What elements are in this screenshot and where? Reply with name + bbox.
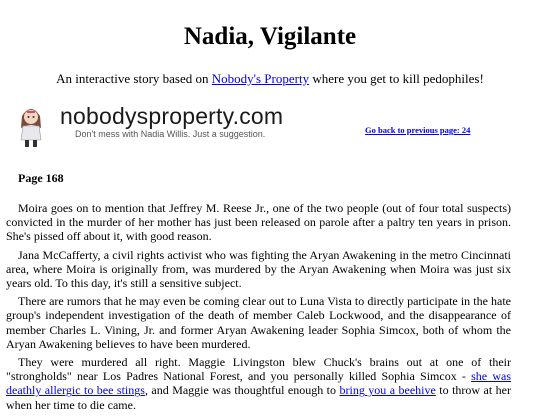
paragraph-text: to throw at her when her time to die came. bbox=[6, 383, 512, 412]
subtitle-text-after: where you get to kill pedophiles! bbox=[309, 71, 484, 86]
story-paragraph: Jana McCafferty, a civil rights activist who was fighting the Aryan Awakening in the metro Cincinnati area, where Moira is originally from, was murdered by the Aryan Awakening when Moira was just six years old. To this day, it's still a sensitive subject. bbox=[6, 247, 511, 291]
paragraph-text: They were murdered all right. Maggie Livingston blew Chuck's brains out at one of their "strongholds" near Los Padres National Forest, and you personally killed Sophia Simcox - bbox=[6, 355, 511, 384]
beehive-choice-link[interactable]: bring you a beehive bbox=[339, 383, 436, 398]
banner-tagline: Don't mess with Nadia Willis. Just a suggestion. bbox=[75, 129, 266, 139]
story-paragraph bbox=[6, 355, 511, 412]
story-text bbox=[6, 201, 511, 416]
story-paragraph: There are rumors that he may even be coming clear out to Luna Vista to directly participate in the hate group's independent investigation of the death of member Caleb Lockwood, and the disappearance of member Charles L. Vining, Jr. and former Aryan Awakening leader Sophia Simcox, both of whom the Aryan Awakening believes to have been murdered. bbox=[6, 294, 511, 351]
subtitle bbox=[0, 71, 540, 87]
bee-stings-choice-link[interactable]: she was deathly allergic to bee stings bbox=[6, 369, 511, 398]
nadia-avatar-icon bbox=[16, 102, 46, 148]
site-banner[interactable] bbox=[14, 100, 314, 148]
subtitle-text-before: An interactive story based on bbox=[56, 71, 212, 86]
page-title: Nadia, Vigilante bbox=[183, 23, 357, 50]
story-paragraph: Moira goes on to mention that Jeffrey M. Reese Jr., one of the two people (out of four total suspects) convicted in the murder of her mother has just been released on parole after a paltry ten years in prison. She's pissed off about it, with good reason. bbox=[6, 201, 511, 244]
paragraph-text: , and Maggie was thoughtful enough to bbox=[144, 383, 340, 398]
page-number-label: Page 168 bbox=[18, 171, 64, 185]
nobodys-property-link[interactable]: Nobody's Property bbox=[211, 71, 310, 86]
banner-site-name: nobodysproperty.com bbox=[60, 103, 284, 129]
back-to-previous-page-link[interactable]: Go back to previous page: 24 bbox=[365, 125, 471, 135]
